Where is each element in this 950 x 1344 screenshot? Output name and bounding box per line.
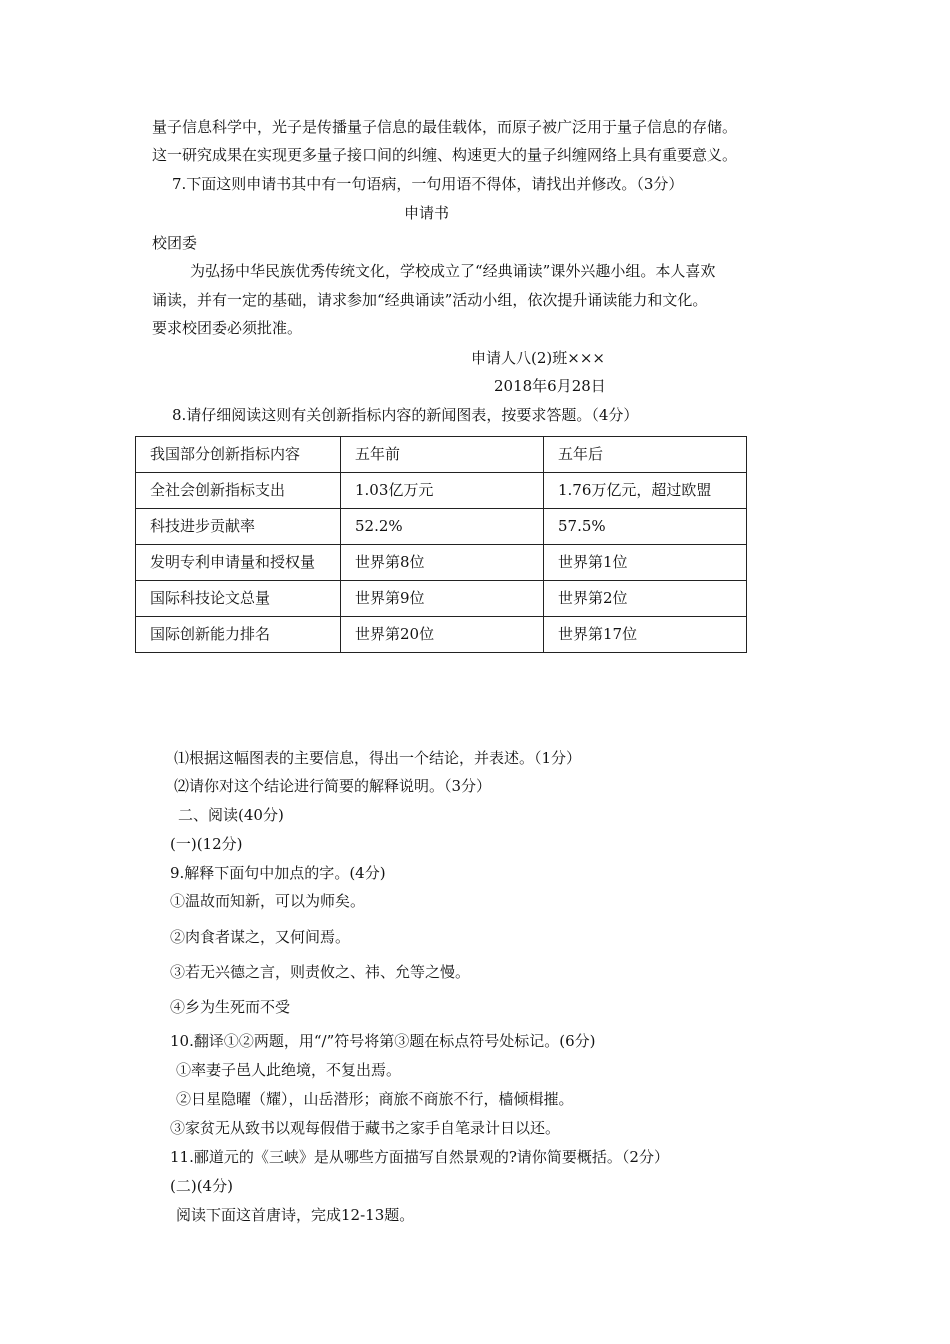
- question-10: 10.翻译①②两题，用“/”符号将第③题在标点符号处标记。(6分): [170, 1032, 596, 1050]
- question-9: 9.解释下面句中加点的字。(4分): [170, 864, 386, 882]
- question-9-item: ②肉食者谋之，又何间焉。: [170, 928, 351, 946]
- table-row: [136, 617, 747, 653]
- intro-line-2: 这一研究成果在实现更多量子接口间的纠缠、构速更大的量子纠缠网络上具有重要意义。: [152, 146, 738, 164]
- table-header-cell: 五年后: [544, 437, 747, 473]
- question-9-item: ④乡为生死而不受: [170, 998, 291, 1016]
- table-cell: 世界第9位: [341, 581, 544, 617]
- intro-line-1: 量子信息科学中，光子是传播量子信息的最佳载体，而原子被广泛用于量子信息的存储。: [152, 118, 738, 136]
- question-10-item: ③家贫无从致书以观每假借于藏书之家手自笔录计日以还。: [170, 1119, 561, 1137]
- table-cell: 世界第20位: [341, 617, 544, 653]
- table-cell: 发明专利申请量和授权量: [136, 545, 341, 581]
- letter-date: 2018年6月28日: [494, 377, 606, 395]
- table-row: [136, 509, 747, 545]
- letter-title: 申请书: [404, 204, 450, 222]
- question-8-part-1: ⑴根据这幅图表的主要信息，得出一个结论，并表述。（1分）: [174, 749, 582, 767]
- table-cell: 世界第8位: [341, 545, 544, 581]
- table-row: [136, 545, 747, 581]
- letter-body-line-1: 为弘扬中华民族优秀传统文化，学校成立了“经典诵读”课外兴趣小组。本人喜欢: [190, 262, 716, 280]
- question-9-item: ①温故而知新，可以为师矣。: [170, 892, 366, 910]
- question-8: 8.请仔细阅读这则有关创新指标内容的新闻图表，按要求答题。（4分）: [172, 406, 639, 424]
- question-9-item: ③若无兴德之言，则责攸之、祎、允等之慢。: [170, 963, 471, 981]
- question-10-item: ②日星隐曜（耀），山岳潜形；商旅不商旅不行，樯倾楫摧。: [176, 1090, 574, 1108]
- table-header-cell: 我国部分创新指标内容: [136, 437, 341, 473]
- question-8-part-2: ⑵请你对这个结论进行简要的解释说明。（3分）: [174, 777, 492, 795]
- table-cell: 1.03亿万元: [341, 473, 544, 509]
- reading-part-2-intro: 阅读下面这首唐诗，完成12-13题。: [176, 1206, 415, 1224]
- table-cell: 世界第2位: [544, 581, 747, 617]
- table-cell: 世界第17位: [544, 617, 747, 653]
- table-header-cell: 五年前: [341, 437, 544, 473]
- letter-addressee: 校团委: [152, 234, 198, 252]
- question-11: 11.郦道元的《三峡》是从哪些方面描写自然景观的?请你简要概括。（2分）: [170, 1148, 669, 1166]
- letter-body-line-3: 要求校团委必须批准。: [152, 319, 303, 337]
- reading-part-2-heading: (二)(4分): [170, 1177, 233, 1195]
- question-10-item: ①率妻子邑人此绝境，不复出焉。: [176, 1061, 402, 1079]
- section-heading-reading: 二、阅读(40分): [178, 806, 284, 824]
- table-cell: 1.76万亿元，超过欧盟: [544, 473, 747, 509]
- table-cell: 52.2%: [341, 509, 544, 545]
- reading-part-1-heading: (一)(12分): [170, 835, 243, 853]
- table-cell: 科技进步贡献率: [136, 509, 341, 545]
- table-header-row: [136, 437, 747, 473]
- table-cell: 全社会创新指标支出: [136, 473, 341, 509]
- question-7: 7.下面这则申请书其中有一句语病，一句用语不得体，请找出并修改。（3分）: [172, 175, 684, 193]
- table-cell: 57.5%: [544, 509, 747, 545]
- innovation-indicator-table: [135, 436, 747, 653]
- table-row: [136, 473, 747, 509]
- letter-body-line-2: 诵读，并有一定的基础，请求参加“经典诵读”活动小组，依次提升诵读能力和文化。: [152, 291, 708, 309]
- table-cell: 国际科技论文总量: [136, 581, 341, 617]
- letter-signature: 申请人八(2)班×××: [471, 349, 605, 367]
- table-row: [136, 581, 747, 617]
- table-cell: 世界第1位: [544, 545, 747, 581]
- table-cell: 国际创新能力排名: [136, 617, 341, 653]
